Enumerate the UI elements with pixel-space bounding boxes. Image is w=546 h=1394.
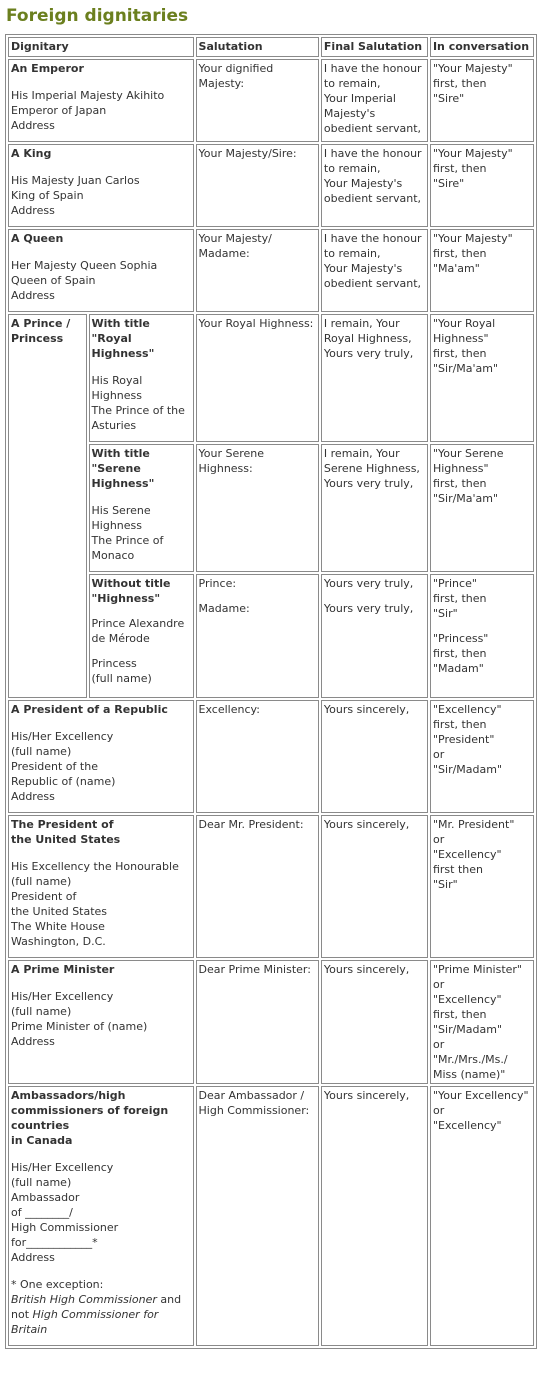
table-row <box>8 1086 534 1346</box>
title-label: With title "Royal Highness" <box>91 317 155 360</box>
table-row <box>8 574 534 698</box>
dignitary-subcell <box>89 444 194 572</box>
address-line: Princess <box>91 657 137 670</box>
dignitaries-table <box>5 34 537 1349</box>
salutation-cell: Your Serene Highness: <box>196 444 319 572</box>
table-row <box>8 229 534 312</box>
title-label: With title "Serene Highness" <box>91 447 155 490</box>
address-line: His Imperial Majesty Akihito <box>11 89 165 102</box>
dignitary-heading: the United States <box>11 833 121 846</box>
salutation-cell: Your Royal Highness: <box>196 314 319 442</box>
dignitary-cell: A President of a Republic His/Her Excellency (full name) President of the Republic of (name) Address <box>8 700 194 813</box>
conversation-cell: "Your Majesty" first, then "Sire" <box>430 59 534 142</box>
salutation-cell: Your dignified Majesty: <box>196 59 319 142</box>
table-row <box>8 700 534 813</box>
header-salutation: Salutation <box>196 37 319 57</box>
address-line: The Prince of the Asturies <box>91 404 185 432</box>
final-salutation-cell: Yours sincerely, <box>321 815 428 958</box>
dignitary-cell: The President of the United States His Excellency the Honourable (full name) President of the United States The White House Washington, D.C. <box>8 815 194 958</box>
exception-note: * One exception: <box>11 1278 104 1291</box>
final-salutation-cell: Yours very truly, Yours very truly, <box>321 574 428 698</box>
final-salutation-cell: Yours sincerely, <box>321 960 428 1084</box>
table-row <box>8 314 534 442</box>
conversation-cell: "Your Royal Highness" first, then "Sir/Ma'am" <box>430 314 534 442</box>
table-row <box>8 444 534 572</box>
address-line: Queen of Spain <box>11 274 96 287</box>
address-line: His Majesty Juan Carlos <box>11 174 140 187</box>
conversation-cell: "Your Majesty" first, then "Sire" <box>430 144 534 227</box>
final-salutation-cell: I remain, Your Royal Highness, Yours very truly, <box>321 314 428 442</box>
salutation-cell: Excellency: <box>196 700 319 813</box>
address-line: The Prince of Monaco <box>91 534 164 562</box>
conversation-cell: "Your Majesty" first, then "Ma'am" <box>430 229 534 312</box>
address-line: Address <box>11 289 55 302</box>
table-row <box>8 59 534 142</box>
dignitary-heading: An Emperor <box>11 62 84 75</box>
address-line: Address <box>11 204 55 217</box>
address-line: Her Majesty Queen Sophia <box>11 259 158 272</box>
final-salutation-cell: Yours sincerely, <box>321 700 428 813</box>
dignitary-cell: Ambassadors/high commissioners of foreign countries in Canada His/Her Excellency (full name) Ambassador of ________/ High Commissioner for____________* Address * One exception: British High Commissioner and not High Commissioner for Britain <box>8 1086 194 1346</box>
dignitary-cell: A Prime Minister His/Her Excellency (full name) Prime Minister of (name) Address <box>8 960 194 1084</box>
address-line: His Serene Highness <box>91 504 151 532</box>
salutation-cell: Your Majesty/ Madame: <box>196 229 319 312</box>
salutation-cell: Dear Ambassador / High Commissioner: <box>196 1086 319 1346</box>
table-row <box>8 144 534 227</box>
table-header-row <box>8 37 534 57</box>
conversation-cell: "Prime Minister" or "Excellency" first, then "Sir/Madam" or "Mr./Mrs./Ms./ Miss (name)" <box>430 960 534 1084</box>
dignitary-cell <box>8 59 194 142</box>
dignitary-subcell <box>89 574 194 698</box>
final-salutation-cell: I have the honour to remain, Your Imperial Majesty's obedient servant, <box>321 59 428 142</box>
salutation-cell: Dear Mr. President: <box>196 815 319 958</box>
table-row <box>8 815 534 958</box>
conversation-cell: "Prince" first, then "Sir" "Princess" first, then "Madam" <box>430 574 534 698</box>
address-line: His Royal Highness <box>91 374 143 402</box>
dignitary-subcell <box>89 314 194 442</box>
header-in-conversation: In conversation <box>430 37 534 57</box>
conversation-cell: "Excellency" first, then "President" or "Sir/Madam" <box>430 700 534 813</box>
address-line: (full name) <box>91 672 152 685</box>
final-salutation-cell: I have the honour to remain, Your Majesty's obedient servant, <box>321 144 428 227</box>
address-line: Address <box>11 119 55 132</box>
dignitary-heading: A Prime Minister <box>11 963 115 976</box>
dignitary-cell <box>8 144 194 227</box>
page-title: Foreign dignitaries <box>6 6 189 26</box>
dignitary-heading: A King <box>11 147 52 160</box>
address-line: King of Spain <box>11 189 84 202</box>
dignitary-heading: A Queen <box>11 232 64 245</box>
dignitary-cell <box>8 229 194 312</box>
dignitary-heading: Ambassadors/high commissioners of foreign countries <box>11 1089 169 1132</box>
exception-detail: British High Commissioner and not High Commissioner for Britain <box>11 1293 182 1336</box>
header-final-salutation: Final Salutation <box>321 37 428 57</box>
address-line: Emperor of Japan <box>11 104 107 117</box>
salutation-cell: Your Majesty/Sire: <box>196 144 319 227</box>
dignitary-heading: The President of <box>11 818 114 831</box>
table-row <box>8 960 534 1084</box>
salutation-cell: Prince: Madame: <box>196 574 319 698</box>
salutation-cell: Dear Prime Minister: <box>196 960 319 1084</box>
address-line: Prince Alexandre de Mérode <box>91 617 185 645</box>
dignitary-heading: in Canada <box>11 1134 73 1147</box>
conversation-cell: "Mr. President" or "Excellency" first then "Sir" <box>430 815 534 958</box>
final-salutation-cell: I remain, Your Serene Highness, Yours very truly, <box>321 444 428 572</box>
final-salutation-cell: I have the honour to remain, Your Majesty's obedient servant, <box>321 229 428 312</box>
conversation-cell: "Your Excellency" or "Excellency" <box>430 1086 534 1346</box>
dignitary-heading: A President of a Republic <box>11 703 168 716</box>
final-salutation-cell: Yours sincerely, <box>321 1086 428 1346</box>
conversation-cell: "Your Serene Highness" first, then "Sir/Ma'am" <box>430 444 534 572</box>
header-dignitary: Dignitary <box>8 37 194 57</box>
title-label: Without title "Highness" <box>91 577 171 605</box>
dignitary-heading: A Prince / Princess <box>8 314 87 698</box>
